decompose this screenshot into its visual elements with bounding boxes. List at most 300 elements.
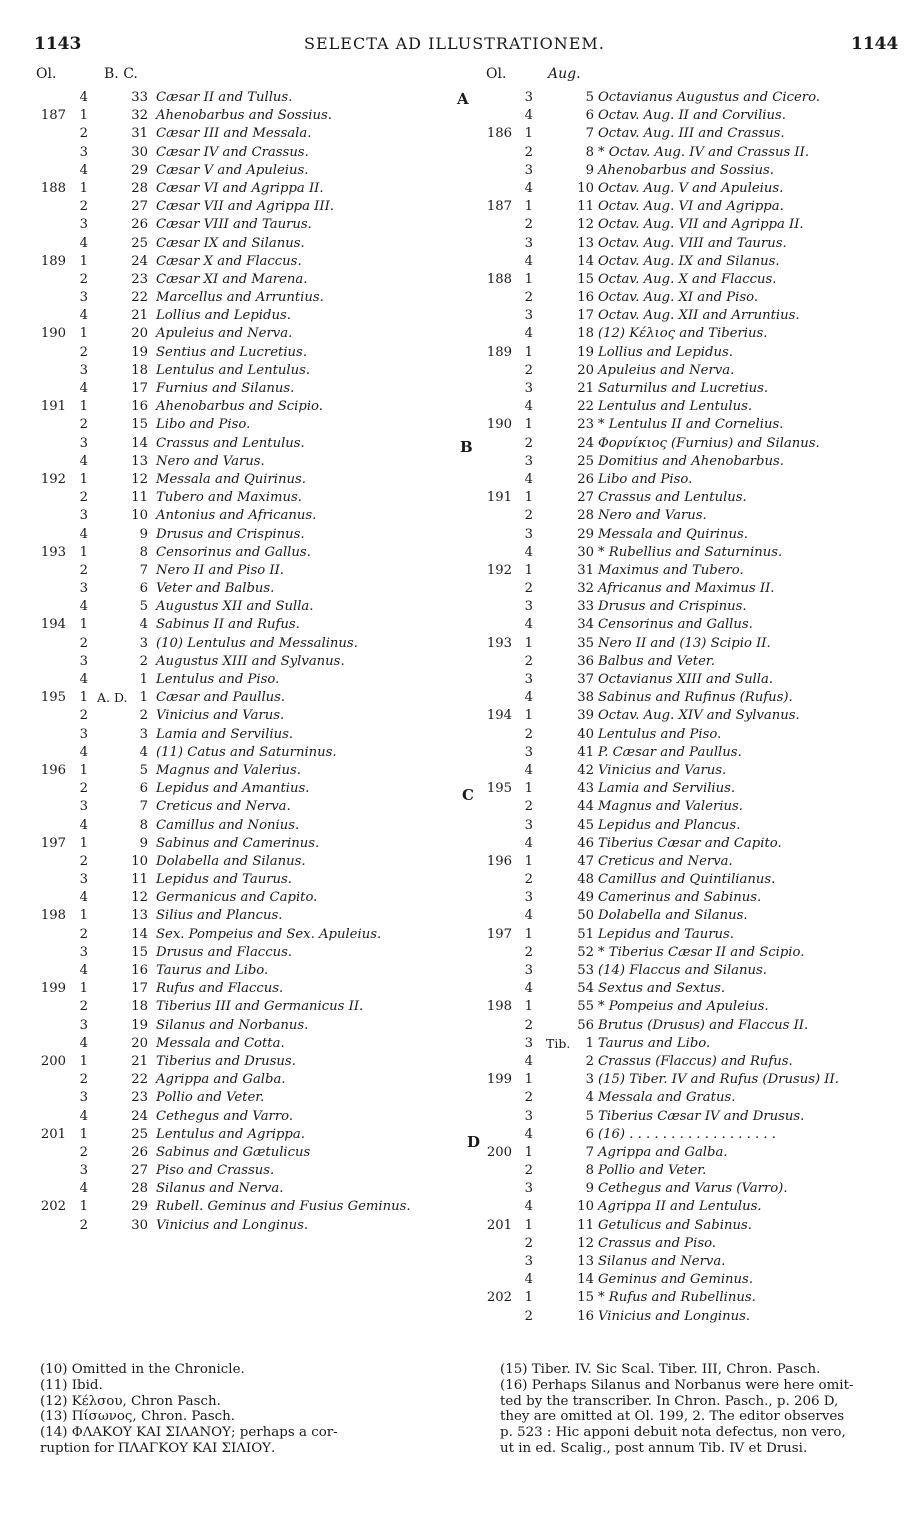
year-number: 12 <box>131 890 148 906</box>
footnote-line: ruption for ΠΛΑΓΚΟΥ ΚΑΙ ΣΙΛΙΟΥ. <box>40 1440 276 1456</box>
consul-row <box>0 526 470 544</box>
consuls-text: Octavianus Augustus and Cicero. <box>598 90 820 105</box>
olympiad-number: 200 <box>486 1144 512 1160</box>
consul-row <box>0 580 470 598</box>
consuls-text: Censorinus and Gallus. <box>598 617 753 633</box>
consul-row <box>0 507 470 525</box>
consuls-text: Nero and Varus. <box>598 508 707 524</box>
olympiad-number: 192 <box>40 471 66 487</box>
consul-row <box>460 107 920 125</box>
consul-row <box>460 180 920 198</box>
consul-row <box>460 471 920 489</box>
consuls-text: Marcellus and Arruntius. <box>156 290 324 306</box>
consul-row <box>460 144 920 162</box>
consuls-text: Rubell. Geminus and Fusius Geminus. <box>156 1199 411 1215</box>
year-number: 35 <box>577 635 594 651</box>
consuls-text: Furnius and Silanus. <box>156 381 295 396</box>
olympiad-year: 4 <box>79 817 88 833</box>
olympiad-year: 4 <box>79 1181 88 1197</box>
year-number: 36 <box>577 653 594 669</box>
consul-row <box>0 671 470 689</box>
consul-row <box>0 125 470 143</box>
consul-row <box>460 435 920 453</box>
consuls-text: Dolabella and Silanus. <box>156 853 306 869</box>
olympiad-year: 1 <box>79 1053 88 1069</box>
olympiad-year: 3 <box>524 1108 533 1124</box>
olympiad-year: 2 <box>524 435 533 451</box>
consul-row <box>0 544 470 562</box>
consul-row <box>460 271 920 289</box>
consuls-text: Sabinus and Camerinus. <box>156 835 320 851</box>
consul-row <box>0 1089 470 1107</box>
footnote-line: ted by the transcriber. In Chron. Pasch., p. 206 D, <box>500 1393 839 1409</box>
olympiad-year: 3 <box>524 162 533 178</box>
consuls-text: Taurus and Libo. <box>598 1035 711 1051</box>
consul-row <box>460 1071 920 1089</box>
year-number: 16 <box>131 963 148 978</box>
consuls-text: Vinicius and Varus. <box>598 762 727 778</box>
olympiad-year: 4 <box>524 180 533 196</box>
consuls-text: Silanus and Norbanus. <box>156 1017 309 1033</box>
olympiad-year: 1 <box>79 471 88 487</box>
olympiad-year: 2 <box>524 1163 533 1179</box>
footnote-line: p. 523 : Hic apponi debuit nota defectus, non vero, <box>500 1425 846 1441</box>
consul-row <box>460 325 920 343</box>
olympiad-number: 202 <box>40 1199 66 1215</box>
right-consul-list <box>460 89 920 1326</box>
olympiad-number: 193 <box>486 635 512 651</box>
year-number: 15 <box>577 1290 594 1306</box>
year-number: 16 <box>577 290 594 306</box>
olympiad-number: 196 <box>486 853 512 869</box>
consuls-text: Brutus (Drusus) and Flaccus II. <box>598 1017 809 1033</box>
footnote-line: ut in ed. Scalig., post annum Tib. IV et Drusi. <box>500 1440 808 1456</box>
consul-row <box>460 980 920 998</box>
consuls-text: Lentulus and Piso. <box>598 726 722 742</box>
consul-row <box>0 817 470 835</box>
consul-row <box>0 1162 470 1180</box>
olympiad-year: 3 <box>79 508 88 524</box>
year-number: 31 <box>577 562 594 578</box>
consul-row <box>0 780 470 798</box>
olympiad-year: 4 <box>524 471 533 487</box>
consuls-text: Octav. Aug. V and Apuleius. <box>598 180 784 196</box>
year-number: 22 <box>131 290 148 306</box>
year-number: 24 <box>577 435 594 451</box>
consuls-text: Censorinus and Gallus. <box>156 544 311 560</box>
consul-row <box>0 1071 470 1089</box>
olympiad-number: 202 <box>486 1290 512 1306</box>
consuls-text: Octav. Aug. X and Flaccus. <box>598 271 777 287</box>
olympiad-year: 1 <box>524 199 533 215</box>
olympiad-year: 2 <box>79 490 88 506</box>
olympiad-year: 1 <box>79 108 88 124</box>
olympiad-number: 191 <box>40 399 66 415</box>
year-number: 1 <box>139 672 148 687</box>
olympiad-year: 4 <box>79 381 88 396</box>
consuls-text: Lepidus and Taurus. <box>156 872 292 888</box>
olympiad-year: 1 <box>524 1144 533 1160</box>
consuls-text: Lentulus and Lentulus. <box>598 399 753 415</box>
year-number: 29 <box>131 162 148 178</box>
consuls-text: Messala and Quirinus. <box>156 471 306 487</box>
consuls-text: Lepidus and Plancus. <box>598 817 741 833</box>
consul-row <box>0 271 470 289</box>
consuls-text: Veter and Balbus. <box>156 581 275 597</box>
consuls-text: Cethegus and Varro. <box>156 1108 294 1124</box>
consuls-text: Crassus and Lentulus. <box>598 490 747 506</box>
consuls-text: Pollio and Veter. <box>156 1090 265 1106</box>
olympiad-year: 4 <box>79 162 88 178</box>
consuls-text: Getulicus and Sabinus. <box>598 1217 752 1233</box>
olympiad-year: 3 <box>79 1090 88 1106</box>
consuls-text: Camillus and Nonius. <box>156 817 300 833</box>
olympiad-year: 1 <box>524 1072 533 1088</box>
year-number: 6 <box>139 781 148 797</box>
olympiad-year: 3 <box>524 90 533 105</box>
consuls-text: Nero II and Piso II. <box>156 562 284 578</box>
olympiad-year: 3 <box>524 526 533 542</box>
olympiad-number: 197 <box>40 835 66 851</box>
year-number: 22 <box>577 399 594 415</box>
year-number: 16 <box>131 399 148 415</box>
olympiad-year: 3 <box>79 217 88 233</box>
left-consul-list <box>0 89 470 1235</box>
consuls-text: Magnus and Valerius. <box>598 799 743 815</box>
consuls-text: Antonius and Africanus. <box>156 508 317 524</box>
margin-letter-b: B <box>460 438 473 456</box>
consul-row <box>460 380 920 398</box>
consul-row <box>460 253 920 271</box>
olympiad-year: 1 <box>79 981 88 997</box>
consul-row <box>0 198 470 216</box>
consul-row <box>0 635 470 653</box>
olympiad-year: 1 <box>524 417 533 433</box>
olympiad-year: 4 <box>524 544 533 560</box>
olympiad-year: 3 <box>524 1181 533 1197</box>
olympiad-year: 4 <box>524 1126 533 1142</box>
consul-row <box>460 1271 920 1289</box>
year-number: 27 <box>131 1163 148 1179</box>
year-number: 34 <box>577 617 594 633</box>
year-number: 18 <box>131 362 148 378</box>
olympiad-year: 3 <box>524 308 533 324</box>
consul-row <box>460 544 920 562</box>
year-number: 9 <box>585 162 594 178</box>
year-number: 24 <box>131 253 148 269</box>
olympiad-number: 195 <box>486 781 512 797</box>
year-number: 19 <box>131 344 148 360</box>
olympiad-year: 2 <box>79 344 88 360</box>
consul-row <box>460 671 920 689</box>
footnote-line: (12) Κέλσου, Chron Pasch. <box>40 1393 221 1409</box>
consuls-text: Vinicius and Varus. <box>156 708 285 724</box>
olympiad-year: 2 <box>524 726 533 742</box>
year-number: 26 <box>131 1144 148 1160</box>
olympiad-number: 195 <box>40 690 66 706</box>
consuls-text: Ahenobarbus and Sossius. <box>156 108 332 124</box>
olympiad-year: 1 <box>524 635 533 651</box>
consul-row <box>0 707 470 725</box>
year-number: 11 <box>131 872 148 888</box>
consul-row <box>460 1108 920 1126</box>
olympiad-year: 1 <box>524 999 533 1015</box>
consuls-text: Cæsar and Paullus. <box>156 690 286 706</box>
consuls-text: Cæsar X and Flaccus. <box>156 253 302 269</box>
consuls-text: Magnus and Valerius. <box>156 762 301 778</box>
consul-row <box>0 1053 470 1071</box>
year-number: 33 <box>131 90 148 105</box>
consul-row <box>0 962 470 980</box>
consuls-text: Sabinus II and Rufus. <box>156 617 300 633</box>
consul-row <box>0 598 470 616</box>
olympiad-year: 2 <box>524 508 533 524</box>
year-number: 5 <box>139 599 148 615</box>
olympiad-year: 2 <box>79 271 88 287</box>
consuls-text: Crassus and Lentulus. <box>156 435 305 451</box>
consul-row <box>0 180 470 198</box>
consul-row <box>460 125 920 143</box>
consuls-text: Lentulus and Piso. <box>156 672 280 687</box>
consuls-text: Apuleius and Nerva. <box>156 326 293 342</box>
consuls-text: Messala and Gratus. <box>598 1090 736 1106</box>
olympiad-year: 1 <box>524 1290 533 1306</box>
olympiad-year: 2 <box>524 362 533 378</box>
olympiad-number: 201 <box>486 1217 512 1233</box>
olympiad-number: 196 <box>40 762 66 778</box>
consuls-text: Cæsar III and Messala. <box>156 126 312 142</box>
year-number: 31 <box>131 126 148 142</box>
consul-row <box>460 907 920 925</box>
consuls-text: Africanus and Maximus II. <box>598 581 775 597</box>
year-number: 20 <box>131 326 148 342</box>
consul-row <box>0 998 470 1016</box>
olympiad-year: 2 <box>79 708 88 724</box>
consuls-text: Sabinus and Rufinus (Rufus). <box>598 690 793 706</box>
year-number: 5 <box>139 762 148 778</box>
olympiad-year: 2 <box>79 853 88 869</box>
consul-row <box>460 1053 920 1071</box>
olympiad-year: 2 <box>524 1308 533 1324</box>
consuls-text: Sextus and Sextus. <box>598 981 726 997</box>
olympiad-year: 3 <box>79 653 88 669</box>
consul-row <box>460 1162 920 1180</box>
year-number: 45 <box>577 817 594 833</box>
year-number: 8 <box>139 544 148 560</box>
olympiad-year: 2 <box>524 1235 533 1251</box>
year-number: 13 <box>577 1254 594 1269</box>
olympiad-year: 4 <box>524 835 533 851</box>
olympiad-year: 3 <box>79 362 88 378</box>
olympiad-year: 1 <box>79 690 88 706</box>
consuls-text: Drusus and Crispinus. <box>598 599 747 615</box>
year-number: 17 <box>131 381 148 396</box>
year-number: 10 <box>577 180 594 196</box>
olympiad-year: 4 <box>79 526 88 542</box>
year-number: 20 <box>131 1035 148 1051</box>
consul-row <box>460 526 920 544</box>
consul-row <box>460 562 920 580</box>
consuls-text: Tiberius Cæsar IV and Drusus. <box>598 1108 805 1124</box>
olympiad-year: 2 <box>79 126 88 142</box>
consul-row <box>460 1198 920 1216</box>
consul-row <box>460 798 920 816</box>
consul-row <box>460 998 920 1016</box>
consuls-text: * Rubellius and Saturninus. <box>598 544 783 560</box>
year-number: 52 <box>577 944 594 960</box>
consul-row <box>460 962 920 980</box>
consuls-text: Tiberius III and Germanicus II. <box>156 999 364 1015</box>
year-number: 51 <box>577 926 594 942</box>
consul-row <box>0 107 470 125</box>
olympiad-year: 2 <box>79 199 88 215</box>
consuls-text: Dolabella and Silanus. <box>598 908 748 924</box>
year-number: 8 <box>139 817 148 833</box>
consuls-text: Octav. Aug. VIII and Taurus. <box>598 235 787 251</box>
consuls-text: Silius and Plancus. <box>156 908 283 924</box>
olympiad-year: 3 <box>524 1254 533 1269</box>
consuls-text: Sentius and Lucretius. <box>156 344 308 360</box>
right-col-header-ol: Ol. <box>486 66 507 82</box>
footnote-line: (13) Πίσωνος, Chron. Pasch. <box>40 1409 236 1425</box>
year-number: 10 <box>577 1199 594 1215</box>
olympiad-year: 3 <box>524 744 533 760</box>
year-number: 7 <box>585 126 594 142</box>
consul-row <box>0 871 470 889</box>
year-number: 12 <box>131 471 148 487</box>
consul-row <box>0 835 470 853</box>
consul-row <box>460 198 920 216</box>
consul-row <box>0 216 470 234</box>
consul-row <box>0 562 470 580</box>
consul-row <box>0 471 470 489</box>
consul-row <box>460 1126 920 1144</box>
olympiad-year: 1 <box>79 326 88 342</box>
year-number: 14 <box>131 926 148 942</box>
consul-row <box>460 398 920 416</box>
consuls-text: Cæsar IV and Crassus. <box>156 144 309 160</box>
olympiad-year: 2 <box>524 1017 533 1033</box>
consuls-text: Tiberius Cæsar and Capito. <box>598 835 782 851</box>
year-number: 5 <box>585 1108 594 1124</box>
olympiad-year: 1 <box>79 180 88 196</box>
margin-letter-a: A <box>457 90 469 108</box>
year-number: 18 <box>131 999 148 1015</box>
consuls-text: * Pompeius and Apuleius. <box>598 999 769 1015</box>
olympiad-year: 4 <box>524 908 533 924</box>
consul-row <box>460 1035 920 1053</box>
era-marker: A. D. <box>97 690 128 706</box>
consuls-text: Libo and Piso. <box>156 417 251 433</box>
olympiad-year: 4 <box>524 253 533 269</box>
olympiad-year: 4 <box>524 690 533 706</box>
olympiad-number: 201 <box>40 1126 66 1142</box>
consuls-text: Germanicus and Capito. <box>156 890 318 906</box>
consuls-text: Apuleius and Nerva. <box>598 362 735 378</box>
year-number: 11 <box>131 490 148 506</box>
consul-row <box>460 871 920 889</box>
consul-row <box>0 853 470 871</box>
year-number: 23 <box>131 271 148 287</box>
consuls-text: Octav. Aug. VI and Agrippa. <box>598 199 784 215</box>
footnote-line: (14) ΦΛΑΚΟΥ ΚΑΙ ΣΙΛΑΝΟΥ; perhaps a cor- <box>40 1425 338 1441</box>
consul-row <box>460 162 920 180</box>
year-number: 40 <box>577 726 594 742</box>
olympiad-year: 3 <box>524 890 533 906</box>
olympiad-year: 3 <box>524 381 533 396</box>
consuls-text: Lollius and Lepidus. <box>156 308 291 324</box>
consuls-text: (14) Flaccus and Silanus. <box>598 963 767 978</box>
consuls-text: (12) Κέλιος and Tiberius. <box>598 326 768 342</box>
year-number: 7 <box>139 799 148 815</box>
year-number: 30 <box>131 144 148 160</box>
olympiad-year: 4 <box>524 108 533 124</box>
consuls-text: Messala and Cotta. <box>156 1035 285 1051</box>
year-number: 32 <box>131 108 148 124</box>
year-number: 7 <box>139 562 148 578</box>
consuls-text: Sabinus and Gætulicus <box>156 1144 311 1160</box>
year-number: 19 <box>577 344 594 360</box>
olympiad-year: 2 <box>79 781 88 797</box>
olympiad-year: 1 <box>524 562 533 578</box>
consul-row <box>0 362 470 380</box>
olympiad-year: 1 <box>79 399 88 415</box>
consuls-text: Camillus and Quintilianus. <box>598 872 776 888</box>
consuls-text: Drusus and Flaccus. <box>156 944 293 960</box>
footnote-line: they are omitted at Ol. 199, 2. The editor observes <box>500 1409 845 1425</box>
olympiad-year: 1 <box>524 271 533 287</box>
olympiad-year: 4 <box>524 326 533 342</box>
year-number: 15 <box>131 417 148 433</box>
year-number: 2 <box>139 653 148 669</box>
consul-row <box>460 707 920 725</box>
year-number: 10 <box>131 508 148 524</box>
consul-row <box>0 344 470 362</box>
footnotes-left <box>40 1362 460 1457</box>
olympiad-year: 3 <box>79 726 88 742</box>
consul-row <box>0 616 470 634</box>
consuls-text: Cethegus and Varus (Varro). <box>598 1181 788 1197</box>
olympiad-year: 2 <box>79 1072 88 1088</box>
consuls-text: * Tiberius Cæsar II and Scipio. <box>598 944 805 960</box>
consuls-text: Augustus XII and Sulla. <box>156 599 314 615</box>
olympiad-year: 2 <box>79 635 88 651</box>
page-number-right: 1144 <box>851 34 899 54</box>
year-number: 15 <box>577 271 594 287</box>
year-number: 13 <box>577 235 594 251</box>
olympiad-year: 4 <box>524 617 533 633</box>
consul-row <box>0 307 470 325</box>
year-number: 11 <box>577 199 594 215</box>
olympiad-year: 3 <box>524 1035 533 1051</box>
olympiad-year: 2 <box>524 1090 533 1106</box>
consul-row <box>0 453 470 471</box>
consul-row <box>460 1017 920 1035</box>
olympiad-year: 4 <box>79 90 88 105</box>
year-number: 21 <box>131 308 148 324</box>
consuls-text: Geminus and Geminus. <box>598 1272 754 1288</box>
consuls-text: Balbus and Veter. <box>598 653 715 669</box>
consuls-text: * Octav. Aug. IV and Crassus II. <box>598 144 810 160</box>
year-number: 1 <box>139 690 148 706</box>
year-number: 46 <box>577 835 594 851</box>
consul-row <box>460 1144 920 1162</box>
year-number: 4 <box>139 617 148 633</box>
olympiad-number: 199 <box>486 1072 512 1088</box>
consuls-text: Lepidus and Taurus. <box>598 926 734 942</box>
consuls-text: Octav. Aug. II and Corvilius. <box>598 108 786 124</box>
consul-row <box>0 253 470 271</box>
